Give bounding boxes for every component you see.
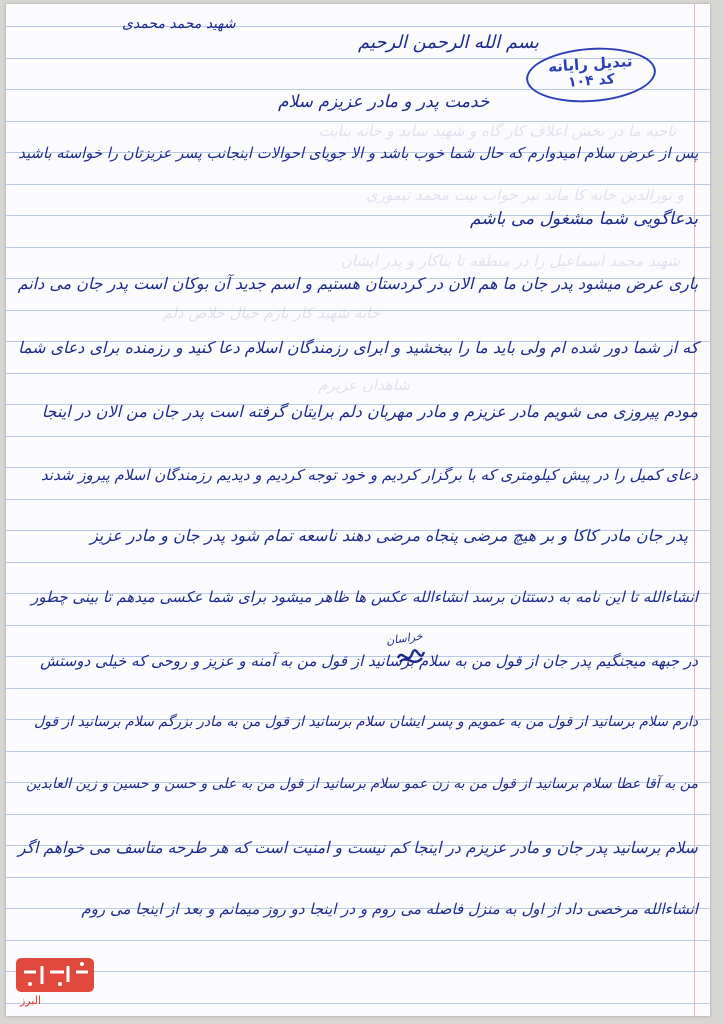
ruled-line xyxy=(6,562,710,563)
letter-line: بدعاگویی شما مشغول می باشم xyxy=(470,209,698,229)
conversion-stamp xyxy=(524,44,657,107)
letter-line: در جبهه میجنگیم پدر جان از قول من به سلام برسانید از قول من به آمنه و عزیز و روحی که خیلی دوستش xyxy=(40,652,698,670)
ruled-line xyxy=(6,877,710,878)
letter-line: من به آقا عطا سلام برسانید از قول من به زن عمو سلام برسانید از قول من به علی و حسن و حسین و زین العابدین xyxy=(26,776,698,792)
ruled-line xyxy=(6,499,710,500)
ruled-line xyxy=(6,625,710,626)
inserted-note: خراسان xyxy=(385,629,424,648)
letter-page xyxy=(6,4,710,1016)
ruled-line xyxy=(6,751,710,752)
stamp-title: تبدیل رایانه xyxy=(547,52,633,76)
show-through-text: خانه شهید کار بازم خیال خلاص دلم xyxy=(162,304,380,322)
letter-line: دارم سلام برسانید از قول من به عمویم و پسر ایشان سلام برسانید از قول من به مادر بزرگم سلام برسانید از قول xyxy=(33,714,698,730)
top-left-note: شهید محمد محمدی xyxy=(122,16,236,32)
show-through-text: شاهدان عزیزم xyxy=(318,376,410,394)
ruled-line xyxy=(6,373,710,374)
letter-line: پس از عرض سلام امیدوارم که حال شما خوب باشد و الا جویای احوالات اینجانب پسر عزیزتان را خواسته باشید xyxy=(17,144,698,162)
stamp-code: کد ۱۰۴ xyxy=(567,71,616,91)
ruled-line xyxy=(6,1003,710,1004)
logo-subtext: البرز xyxy=(20,994,42,1007)
letter-line: سلام برسانید پدر جان و مادر عزیزم در اینجا کم نیست و امنیت است که هر طرحه متاسف می خواهم اگر xyxy=(18,838,698,857)
ruled-line xyxy=(6,436,710,437)
letter-line: دعای کمیل را در پیش کیلومتری که با برگزار کردیم و خود توجه کردیم و دیدیم رزمندگان اسلام پیروز شدند xyxy=(41,466,698,484)
ruled-line xyxy=(6,688,710,689)
ruled-line xyxy=(6,247,710,248)
ruled-line xyxy=(6,940,710,941)
show-through-text: شهید محمد اسماعیل را در منطقه تا بناکار و پدر ایشان xyxy=(340,252,680,270)
ruled-line xyxy=(6,26,710,27)
letter-line: انشاءالله مرخصی داد از اول به منزل فاصله می روم و در اینجا دو روز میمانم و بعد از اینجا می روم xyxy=(81,900,698,918)
show-through-text: و نورالدین خانه کا ماند نیر جواب بیت محمد تیموری xyxy=(365,186,684,204)
ruled-line xyxy=(6,184,710,185)
letter-line: مودم پیروزی می شویم مادر عزیزم و مادر مهربان دلم برایتان گرفته است پدر جان من الان در اینجا xyxy=(41,402,698,421)
letter-line: انشاءالله تا این نامه به دستتان برسد انشاءالله عکس ها ظاهر میشود برای شما عکسی میدهم تا بینی چطور xyxy=(31,588,698,606)
ruled-line xyxy=(6,971,710,972)
show-through-text: ناحیه ما در بخش اعلاف کار گاه و شهید ساید و خانه بنایت xyxy=(318,122,676,140)
letter-line: پدر جان مادر کاکا و بر هیچ مرضی پنجاه مرضی دهند ناسعه تمام شود پدر جان و مادر عزیز xyxy=(90,526,688,545)
salutation: خدمت پدر و مادر عزیزم سلام xyxy=(278,92,490,112)
basmala: بسم الله الرحمن الرحیم xyxy=(358,32,539,53)
letter-line: باری عرض میشود پدر جان ما هم الان در کردستان هستیم و اسم جدید آن بوکان است پدر جان می دانم xyxy=(17,274,698,293)
letter-line: که از شما دور شده ام ولی باید ما را ببخشید و ابرای رزمندگان اسلام دعا کنید و رزمنده برای دعای شما xyxy=(17,338,698,357)
crossed-out-scribble xyxy=(396,644,426,670)
ruled-line xyxy=(6,814,710,815)
